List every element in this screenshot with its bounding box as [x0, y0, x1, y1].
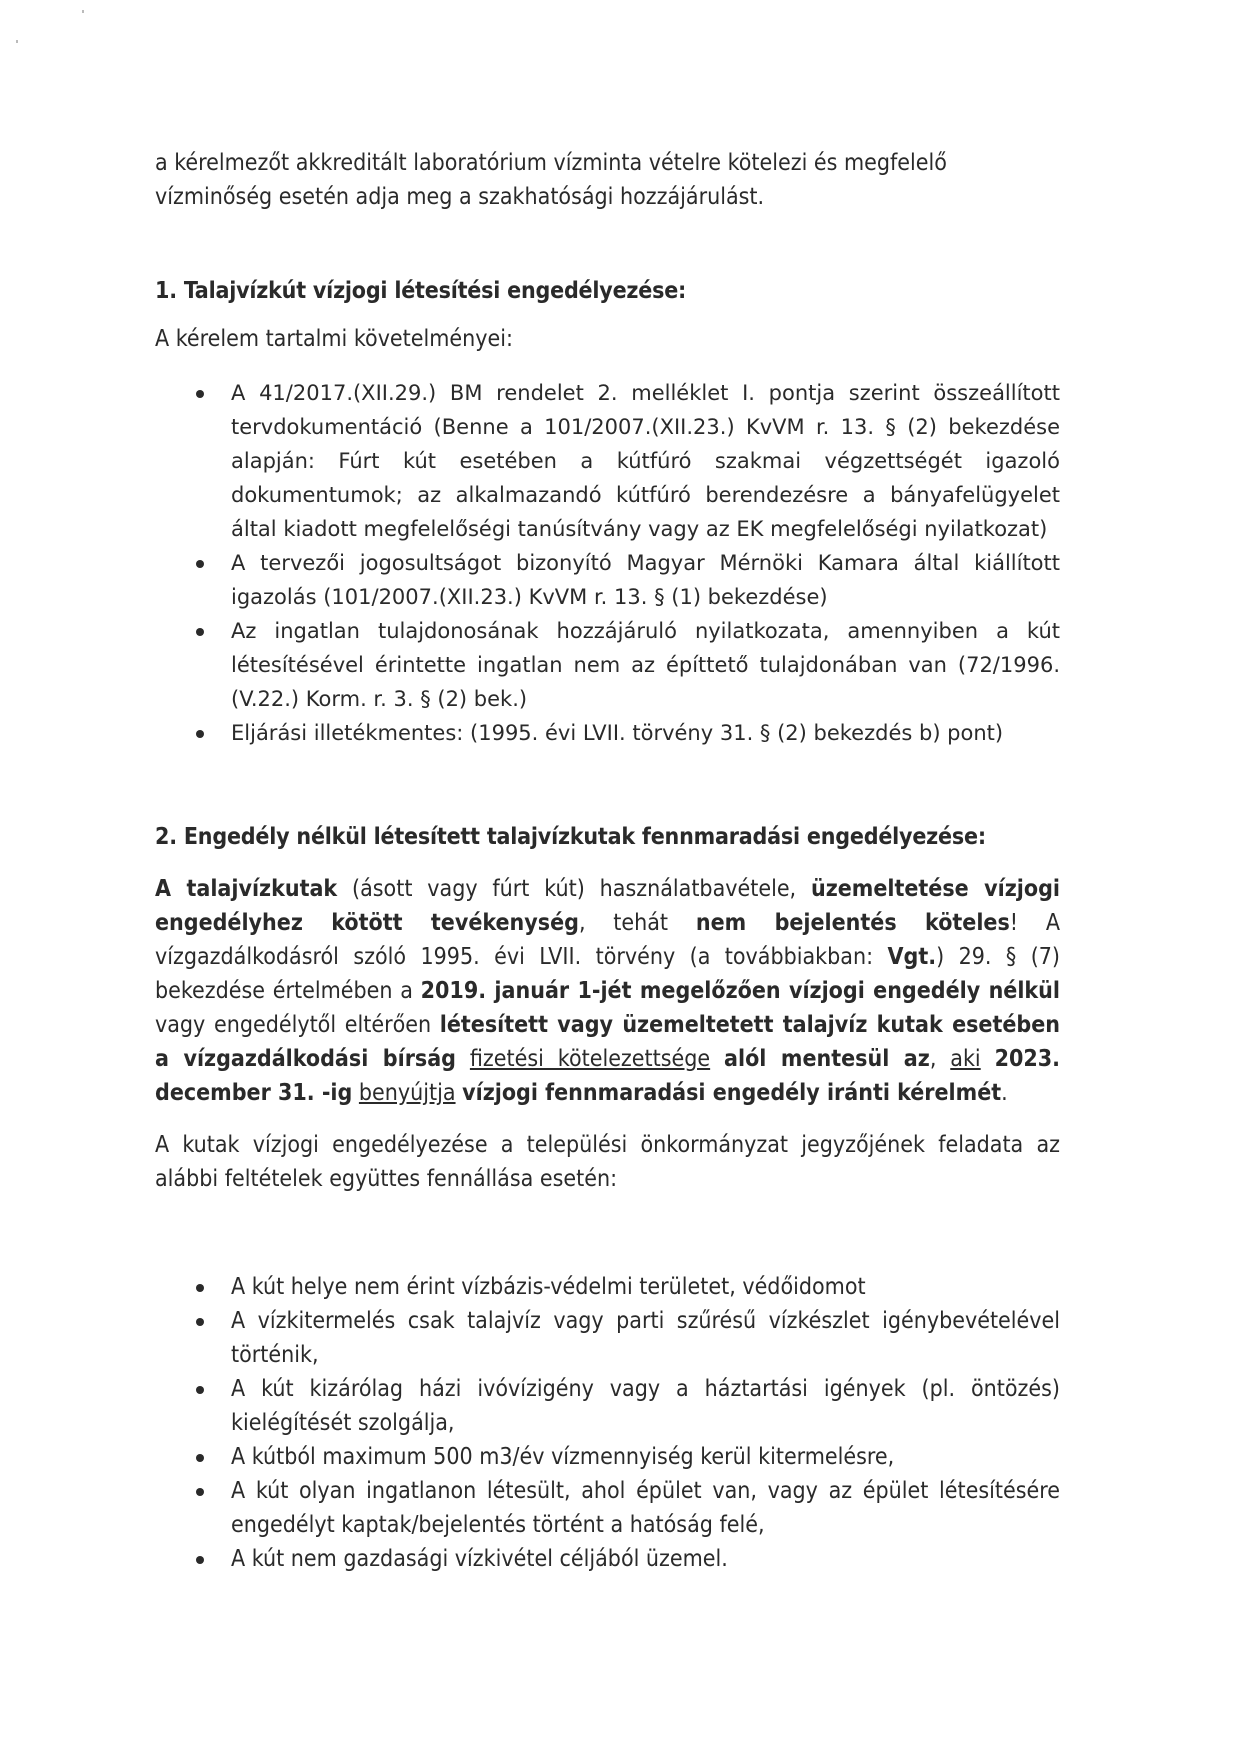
section2-paragraph — [155, 872, 1060, 1110]
list-item: Eljárási illetékmentes: (1995. évi LVII. törvény 31. § (2) bekezdés b) pont) — [155, 716, 1060, 750]
underlined-text: benyújtja — [358, 1080, 456, 1106]
section2-heading: 2. Engedély nélkül létesített talajvízkutak fennmaradási engedélyezése: — [155, 824, 986, 850]
list-item: A kút olyan ingatlanon létesült, ahol épület van, vagy az épület létesítésére engedélyt kaptak/bejelentés történt a hatóság felé, — [155, 1474, 1060, 1542]
text-run — [981, 1046, 995, 1072]
text-run: , — [929, 1046, 951, 1072]
text-run: ! A vízgazdálkodásról szóló 1995. évi LVII. törvény (a továbbiakban: — [155, 910, 1061, 970]
text-run: ) 29. § (7) bekezdése értelmében a — [155, 944, 1060, 1004]
text-run: vagy engedélytől eltérően — [155, 1012, 440, 1038]
text-run: , tehát — [578, 910, 696, 936]
bold-text: nem bejelentés köteles — [695, 910, 1010, 936]
section1-subheading: A kérelem tartalmi követelményei: — [155, 326, 513, 352]
bold-text: üzemeltetése vízjogi engedélyhez kötött tevékenység — [155, 876, 1060, 936]
bold-text: 2019. január 1-jét megelőzően vízjogi engedély nélkül — [420, 978, 1061, 1004]
text-run — [352, 1080, 359, 1106]
list-item: A 41/2017.(XII.29.) BM rendelet 2. melléklet I. pontja szerint összeállított tervdokumentáció (Benne a 101/2007.(XII.23.) KvVM r. 13. § (2) bekezdése alapján: Fúrt kút esetében a kútfúró szakmai végzettségét igazoló dokumentumok; az alkalmazandó kútfúró berendezésre a bányafelügyelet által kiadott megfelelőségi tanúsítvány vagy az EK megfelelőségi nyilatkozat) — [155, 376, 1060, 546]
list-item: A tervezői jogosultságot bizonyító Magyar Mérnöki Kamara által kiállított igazolás (101/2007.(XII.23.) KvVM r. 13. § (1) bekezdése) — [155, 546, 1060, 614]
conditions-list — [155, 1270, 1060, 1576]
list-item: A vízkitermelés csak talajvíz vagy parti szűrésű vízkészlet igénybevételével történik, — [155, 1304, 1060, 1372]
bold-text: vízjogi fennmaradási engedély iránti kérelmét — [462, 1080, 1002, 1106]
conditions-intro: A kutak vízjogi engedélyezése a települési önkormányzat jegyzőjének feladata az alábbi feltételek együttes fennállása esetén: — [155, 1132, 1060, 1192]
underlined-text: aki — [950, 1046, 981, 1072]
intro-paragraph: a kérelmezőt akkreditált laboratórium vízminta vételre kötelezi és megfelelő vízminőség esetén adja meg a szakhatósági hozzájárulást. — [155, 150, 947, 210]
list-item: A kút nem gazdasági vízkivétel céljából üzemel. — [155, 1542, 1060, 1576]
list-item: A kút kizárólag házi ivóvízigény vagy a háztartási igények (pl. öntözés) kielégítését szolgálja, — [155, 1372, 1060, 1440]
text-run: (ásott vagy fúrt kút) használatbavétele, — [337, 876, 811, 902]
text-run — [456, 1046, 470, 1072]
requirements-list — [155, 376, 1060, 750]
list-item: A kút helye nem érint vízbázis-védelmi területet, védőidomot — [155, 1270, 1060, 1304]
bold-text: 2023. december 31. -ig — [155, 1046, 1061, 1106]
scan-speck — [16, 40, 18, 43]
text-run — [710, 1046, 724, 1072]
text-run: . — [1001, 1080, 1008, 1106]
bold-text: alól mentesül az — [724, 1046, 930, 1072]
list-item: A kútból maximum 500 m3/év vízmennyiség kerül kitermelésre, — [155, 1440, 1060, 1474]
bold-text: létesített vagy üzemeltetett talajvíz kutak esetében a vízgazdálkodási bírság — [155, 1012, 1060, 1072]
bold-text: A talajvízkutak — [155, 876, 338, 902]
bold-text: Vgt. — [887, 944, 937, 970]
underlined-text: fizetési kötelezettsége — [469, 1046, 711, 1072]
scan-speck — [82, 10, 84, 13]
section1-heading: 1. Talajvízkút vízjogi létesítési engedélyezése: — [155, 278, 687, 304]
document-page — [155, 146, 1060, 1576]
list-item: Az ingatlan tulajdonosának hozzájáruló nyilatkozata, amennyiben a kút létesítésével érintette ingatlan nem az építtető tulajdonában van (72/1996.(V.22.) Korm. r. 3. § (2) bek.) — [155, 614, 1060, 716]
